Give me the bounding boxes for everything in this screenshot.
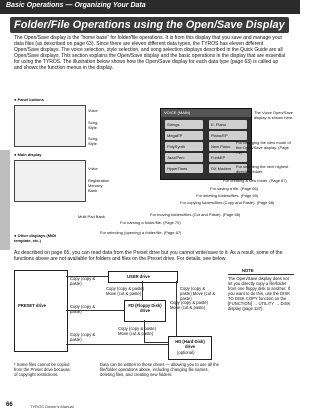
- lcd-item[interactable]: New Piano: [209, 142, 247, 151]
- manual-name: TYROS Owner's Manual: [30, 404, 74, 409]
- callout-new-folder: For creating a new folder. (Page 67): [223, 178, 287, 183]
- note-box: [228, 268, 294, 328]
- note-heading: NOTE: [242, 268, 254, 273]
- arrow-line: [144, 342, 168, 343]
- voice-label-2: Voice: [88, 166, 98, 171]
- copy-label-1: Copy (copy & paste): [70, 276, 96, 286]
- lcd-item[interactable]: DX Modern: [209, 164, 247, 173]
- lcd-item[interactable]: HyperTines: [165, 164, 203, 173]
- footnote-copyright: * Some files cannot be copied from the Preset drive because of copyright restrictions.: [14, 362, 70, 377]
- note-text: The Open/Save display does not let you directly copy a file/folder from one floppy disk to another. If you want to do this, use the DISK TO DISK COPY function on the [FUNCTION] → UTILITY → DISK display (page 137).: [228, 276, 291, 311]
- section-header-text: Basic Operations — Organizing Your Data: [6, 2, 146, 9]
- callout-save: For saving a file. (Page 66): [210, 186, 259, 191]
- section-header-bar: [0, 0, 300, 14]
- arrow-line: [66, 276, 108, 277]
- preset-drive-label: PRESET drive: [18, 303, 46, 308]
- lcd-item[interactable]: Piano/EP: [209, 131, 247, 140]
- callout-copy: For copying folders/files (Copy and Paste). (Page 68): [180, 200, 275, 205]
- callout-open: For selecting (opening) a folder/file. (Page 67): [100, 230, 182, 235]
- lcd-item[interactable]: FunkEP: [209, 153, 247, 162]
- hd-drive-box: [168, 336, 212, 360]
- lcd-item[interactable]: Strings: [165, 120, 203, 129]
- panel-buttons-label: ● Panel buttons: [14, 97, 44, 102]
- copy-move-label-4: Copy (copy & paste) Move (cut & paste): [180, 286, 216, 301]
- main-display-illustration: [14, 160, 86, 202]
- lcd-title-bar: [161, 109, 251, 117]
- lcd-item[interactable]: PolySynth: [165, 142, 203, 151]
- fd-drive-label: FD (Floppy Disk) drive: [128, 303, 162, 313]
- arrow-line: [66, 344, 168, 345]
- registration-label: Registration Memory Bank: [88, 178, 110, 193]
- fd-drive-box: [124, 300, 166, 322]
- lcd-title: VOICE (MAIN): [164, 110, 191, 115]
- callout-move: For moving folders/files (Cut and Paste). (Page 68): [150, 212, 241, 217]
- callout-delete: For deleting folders/files. (Page 69): [196, 193, 259, 198]
- lcd-item[interactable]: Jazz/Perc: [165, 153, 203, 162]
- page-number: 66: [6, 402, 13, 408]
- hd-drive-label: HD (Hard Disk) drive: [175, 339, 205, 349]
- callout-name: For naming a folder/file. (Page 70): [120, 220, 181, 225]
- copy-label-2: Copy (copy & paste): [70, 304, 96, 314]
- song-style-label: Song, Style: [88, 120, 99, 130]
- callout-up-folder: For selecting the next highest directory folder.: [236, 164, 289, 174]
- user-drive-box: [108, 271, 178, 283]
- preset-drive-box: [14, 270, 68, 352]
- arrow-line: [66, 310, 124, 311]
- copy-label-3: Copy (copy & paste): [70, 332, 96, 342]
- copy-move-label-2: Copy (copy & paste) Move (cut & paste): [170, 300, 208, 310]
- side-tab: [0, 150, 10, 250]
- panel-buttons-illustration: [14, 105, 86, 147]
- voice-label: Voice: [88, 108, 98, 113]
- lcd-item[interactable]: E. Piano: [209, 120, 247, 129]
- user-drive-label: USER drive: [127, 274, 150, 279]
- intro-paragraph: The Open/Save display is the "home base" for folder/file operations. It is from this display that you save and manage your data files (as described on page 63). Since there are eleven different data types, the TYROS has eleven different Open/Save displays. The voice selection, style selection, and song selection displays described in the Quick Guide are all Open/Save displays. This section explains the Open/Save display and the basic operations in the display that are essential for using the TYROS. The illustration below shows how the Open/Save display for each data type (page 63) is called up and shows the function menus in the display.: [14, 35, 286, 71]
- page-title: Folder/File Operations using the Open/Save Display: [10, 17, 289, 33]
- lcd-note: The Voice Open/Save display is shown here.: [254, 110, 294, 120]
- lcd-item[interactable]: MegaEP: [165, 131, 203, 140]
- arrow-line: [144, 320, 145, 342]
- hd-optional-label: (optional): [177, 350, 195, 355]
- note-divider: [228, 274, 294, 275]
- arrow-line: [142, 281, 143, 300]
- song-style-label-2: Song, Style: [88, 136, 99, 146]
- copy-move-label-3: Copy (copy & paste) Move (cut & paste): [118, 326, 156, 336]
- copy-move-label-1: Copy (copy & paste) Move (cut & paste): [106, 286, 144, 296]
- other-displays-label: ● Other displays (MIDI template, etc.): [14, 233, 57, 243]
- main-display-label: ● Main display: [14, 152, 42, 157]
- multipad-label: Multi Pad Bank: [78, 214, 105, 219]
- footnote-writable: Data can be written to these drives — allowing you to use all the file/folder operations above, including changing file names, deleting files, and creating new folders.: [100, 362, 219, 377]
- arrow-line: [176, 281, 177, 336]
- callout-view-mode: For changing the view mode of the Open/Save display. (Page 71): [236, 140, 291, 155]
- drive-paragraph: As described on page 65, you can read data from the Preset drive but you cannot write/save to it. As a result, some of the functions above are not available for folders and files on the Preset drive. For details, see below.: [14, 250, 283, 262]
